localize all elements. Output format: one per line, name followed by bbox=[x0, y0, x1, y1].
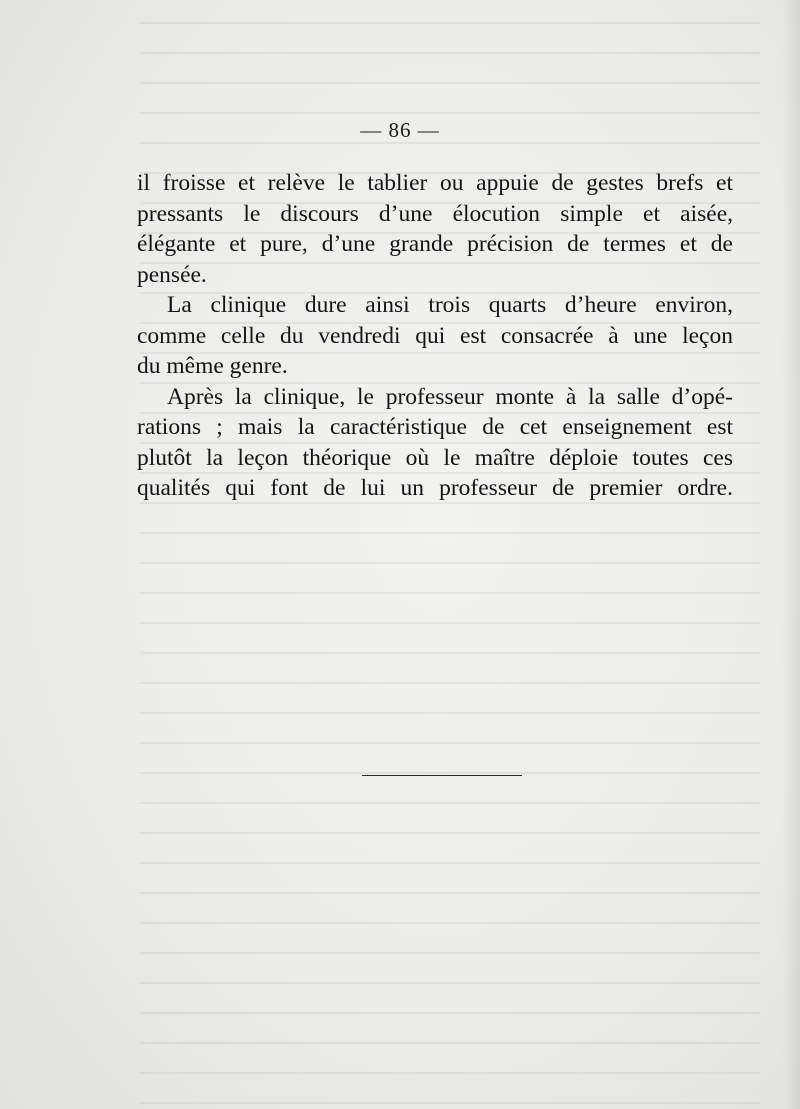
text-line: rations ; mais la caractéristique de cet enseignement est bbox=[137, 414, 733, 440]
text-line: il froisse et relève le tablier ou appuie de gestes brefs et bbox=[137, 170, 733, 196]
text-line: La clinique dure ainsi trois quarts d’heure environ, bbox=[167, 292, 733, 318]
text-line: pensée. bbox=[137, 261, 207, 288]
text-line: plutôt la leçon théorique où le maître déploie toutes ces bbox=[137, 444, 733, 471]
text-line: comme celle du vendredi qui est consacrée à une leçon bbox=[137, 322, 733, 349]
text-line: Après la clinique, le professeur monte à la salle d’opé- bbox=[167, 383, 733, 410]
page-number: — 86 — bbox=[360, 118, 440, 142]
page-edge-shadow bbox=[782, 0, 800, 1109]
paragraph-1 bbox=[137, 168, 733, 290]
paragraph-3 bbox=[137, 382, 733, 504]
show-through-texture bbox=[140, 0, 760, 1109]
text-line: du même genre. bbox=[137, 353, 288, 379]
text-line: élégante et pure, d’une grande précision de termes et de bbox=[137, 231, 733, 257]
section-divider-rule bbox=[362, 775, 522, 776]
text-line: pressants le discours d’une élocution simple et aisée, bbox=[137, 200, 733, 227]
text-line: qualités qui font de lui un professeur de premier ordre. bbox=[137, 475, 733, 501]
paragraph-2 bbox=[137, 290, 733, 382]
body-text bbox=[137, 168, 733, 504]
